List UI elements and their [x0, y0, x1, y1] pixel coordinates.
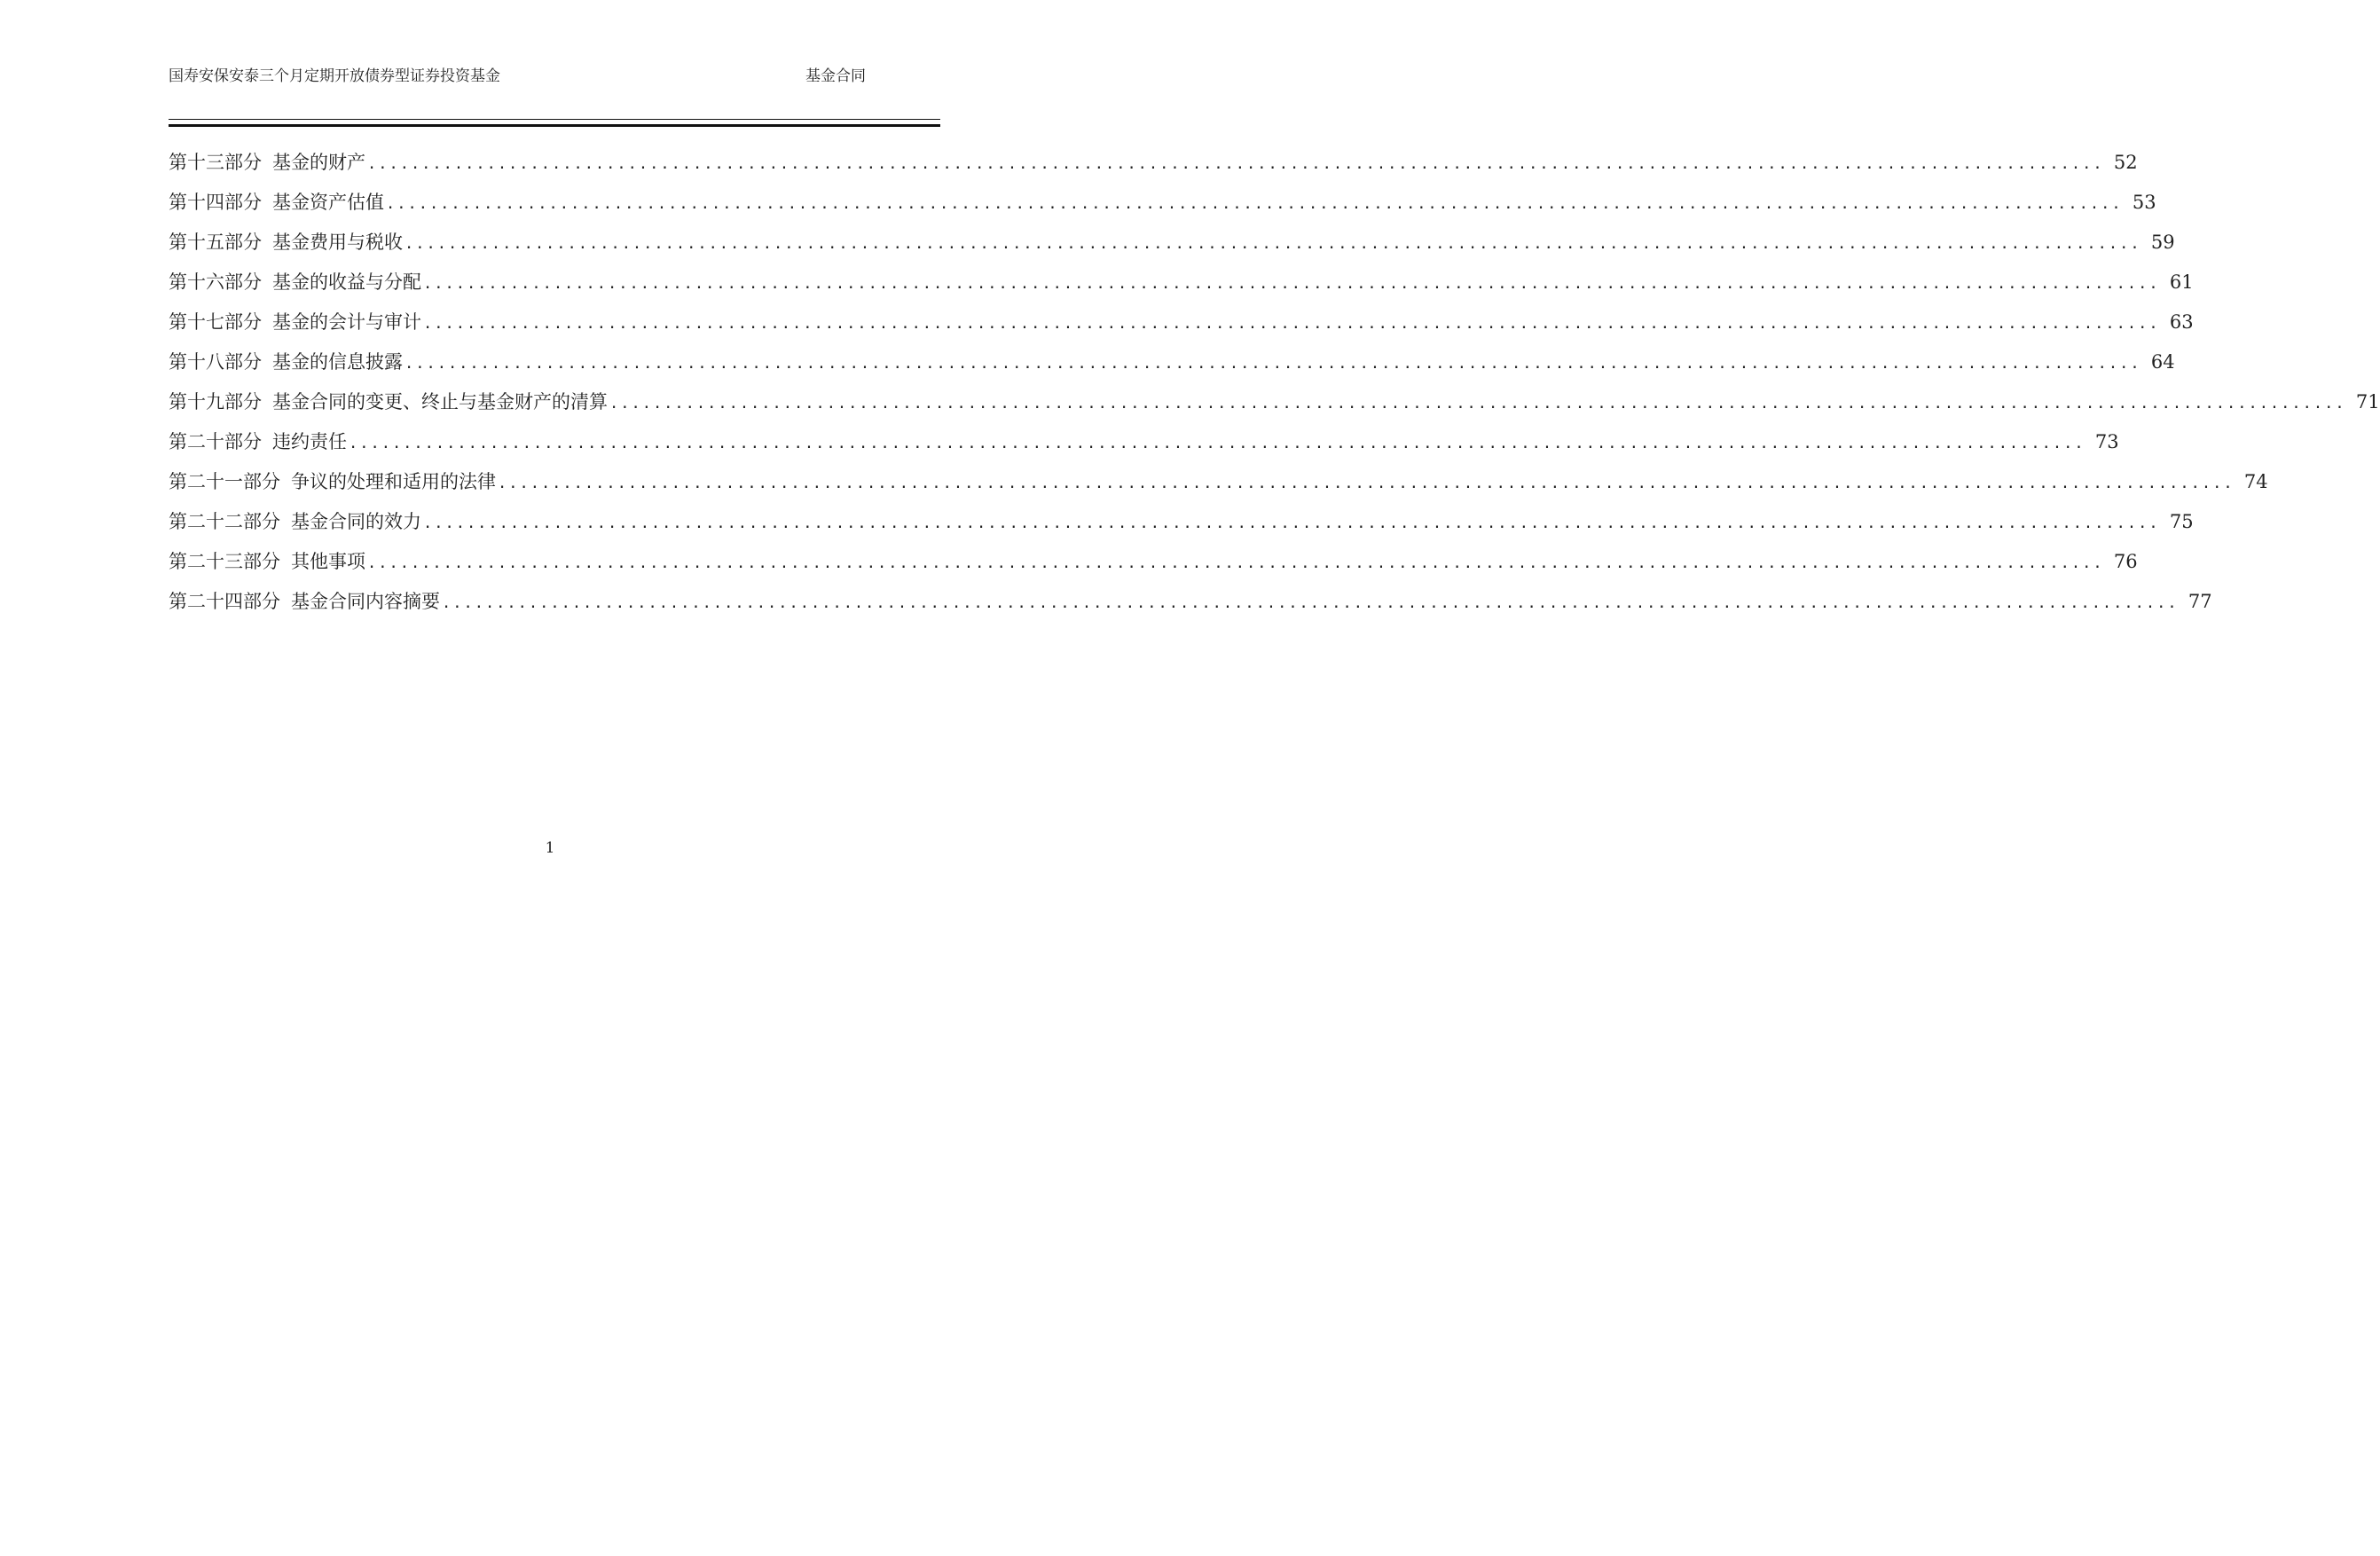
toc-title: 争议的处理和适用的法律 [291, 471, 496, 492]
toc-page-number: 53 [2132, 192, 2156, 213]
toc-dot-leader: ................................................................................................................................................................ [367, 554, 2104, 572]
toc-entry[interactable] [169, 546, 2138, 585]
toc-page-number: 63 [2169, 311, 2194, 333]
toc-title: 基金的收益与分配 [272, 271, 421, 293]
toc-part-label: 第二十二部分 [169, 511, 280, 532]
toc-title: 违约责任 [272, 431, 347, 452]
toc-part-label: 第十六部分 [169, 271, 262, 293]
toc-page-number: 74 [2243, 471, 2268, 492]
toc-entry[interactable] [169, 506, 2194, 546]
header-rule-thin [169, 119, 940, 120]
toc-entry[interactable] [169, 426, 2119, 466]
toc-entry[interactable] [169, 146, 2138, 186]
toc-part-label: 第二十四部分 [169, 591, 280, 612]
toc-part-label: 第二十部分 [169, 431, 262, 452]
header-doc-type: 基金合同 [805, 67, 866, 85]
toc-title: 基金的会计与审计 [272, 311, 421, 333]
toc-page-number: 64 [2150, 351, 2175, 373]
toc-page-number: 77 [2188, 591, 2212, 612]
toc-part-label: 第十九部分 [169, 391, 262, 413]
toc-page-number: 59 [2150, 232, 2175, 253]
toc-part-label: 第十五部分 [169, 232, 262, 253]
toc-part-label: 第十四部分 [169, 192, 262, 213]
toc-entry[interactable] [169, 386, 2380, 426]
toc-dot-leader: ................................................................................................................................................................ [442, 594, 2179, 612]
toc-part-label: 第二十一部分 [169, 471, 280, 492]
toc-dot-leader: ................................................................................................................................................................ [405, 355, 2141, 373]
header-fund-name: 国寿安保安泰三个月定期开放债券型证券投资基金 [169, 67, 500, 85]
toc-title: 基金费用与税收 [272, 232, 403, 253]
toc-dot-leader: ................................................................................................................................................................ [349, 435, 2085, 452]
toc-entry[interactable] [169, 186, 2156, 226]
toc-title: 基金合同内容摘要 [291, 591, 440, 612]
page-header [169, 66, 940, 87]
toc-entry[interactable] [169, 226, 2175, 266]
toc-title: 基金合同的效力 [291, 511, 421, 532]
toc-title: 基金的财产 [272, 152, 365, 173]
table-of-contents [169, 146, 2380, 625]
toc-entry[interactable] [169, 346, 2175, 386]
toc-entry[interactable] [169, 306, 2194, 346]
toc-dot-leader: ................................................................................................................................................................ [386, 195, 2123, 213]
toc-entry[interactable] [169, 266, 2194, 306]
toc-title: 基金资产估值 [272, 192, 384, 213]
toc-page-number: 76 [2113, 551, 2138, 572]
toc-entry[interactable] [169, 585, 2212, 625]
toc-page-number: 52 [2113, 152, 2138, 173]
toc-dot-leader: ................................................................................................................................................................ [498, 475, 2235, 492]
toc-entry[interactable] [169, 466, 2268, 506]
toc-part-label: 第十八部分 [169, 351, 262, 373]
toc-dot-leader: ................................................................................................................................................................ [609, 395, 2346, 413]
toc-dot-leader: ................................................................................................................................................................ [367, 155, 2104, 173]
toc-part-label: 第十三部分 [169, 152, 262, 173]
toc-dot-leader: ................................................................................................................................................................ [423, 275, 2160, 293]
page-number: 1 [545, 839, 555, 857]
toc-title: 基金的信息披露 [272, 351, 403, 373]
toc-page-number: 73 [2094, 431, 2119, 452]
toc-dot-leader: ................................................................................................................................................................ [423, 315, 2160, 333]
toc-dot-leader: ................................................................................................................................................................ [405, 235, 2141, 253]
toc-title: 基金合同的变更、终止与基金财产的清算 [272, 391, 608, 413]
toc-dot-leader: ................................................................................................................................................................ [423, 515, 2160, 532]
header-rule-thick [169, 124, 940, 127]
toc-part-label: 第十七部分 [169, 311, 262, 333]
toc-title: 其他事项 [291, 551, 365, 572]
toc-page-number: 61 [2169, 271, 2194, 293]
toc-page-number: 71 [2355, 391, 2380, 413]
toc-part-label: 第二十三部分 [169, 551, 280, 572]
toc-page-number: 75 [2169, 511, 2194, 532]
